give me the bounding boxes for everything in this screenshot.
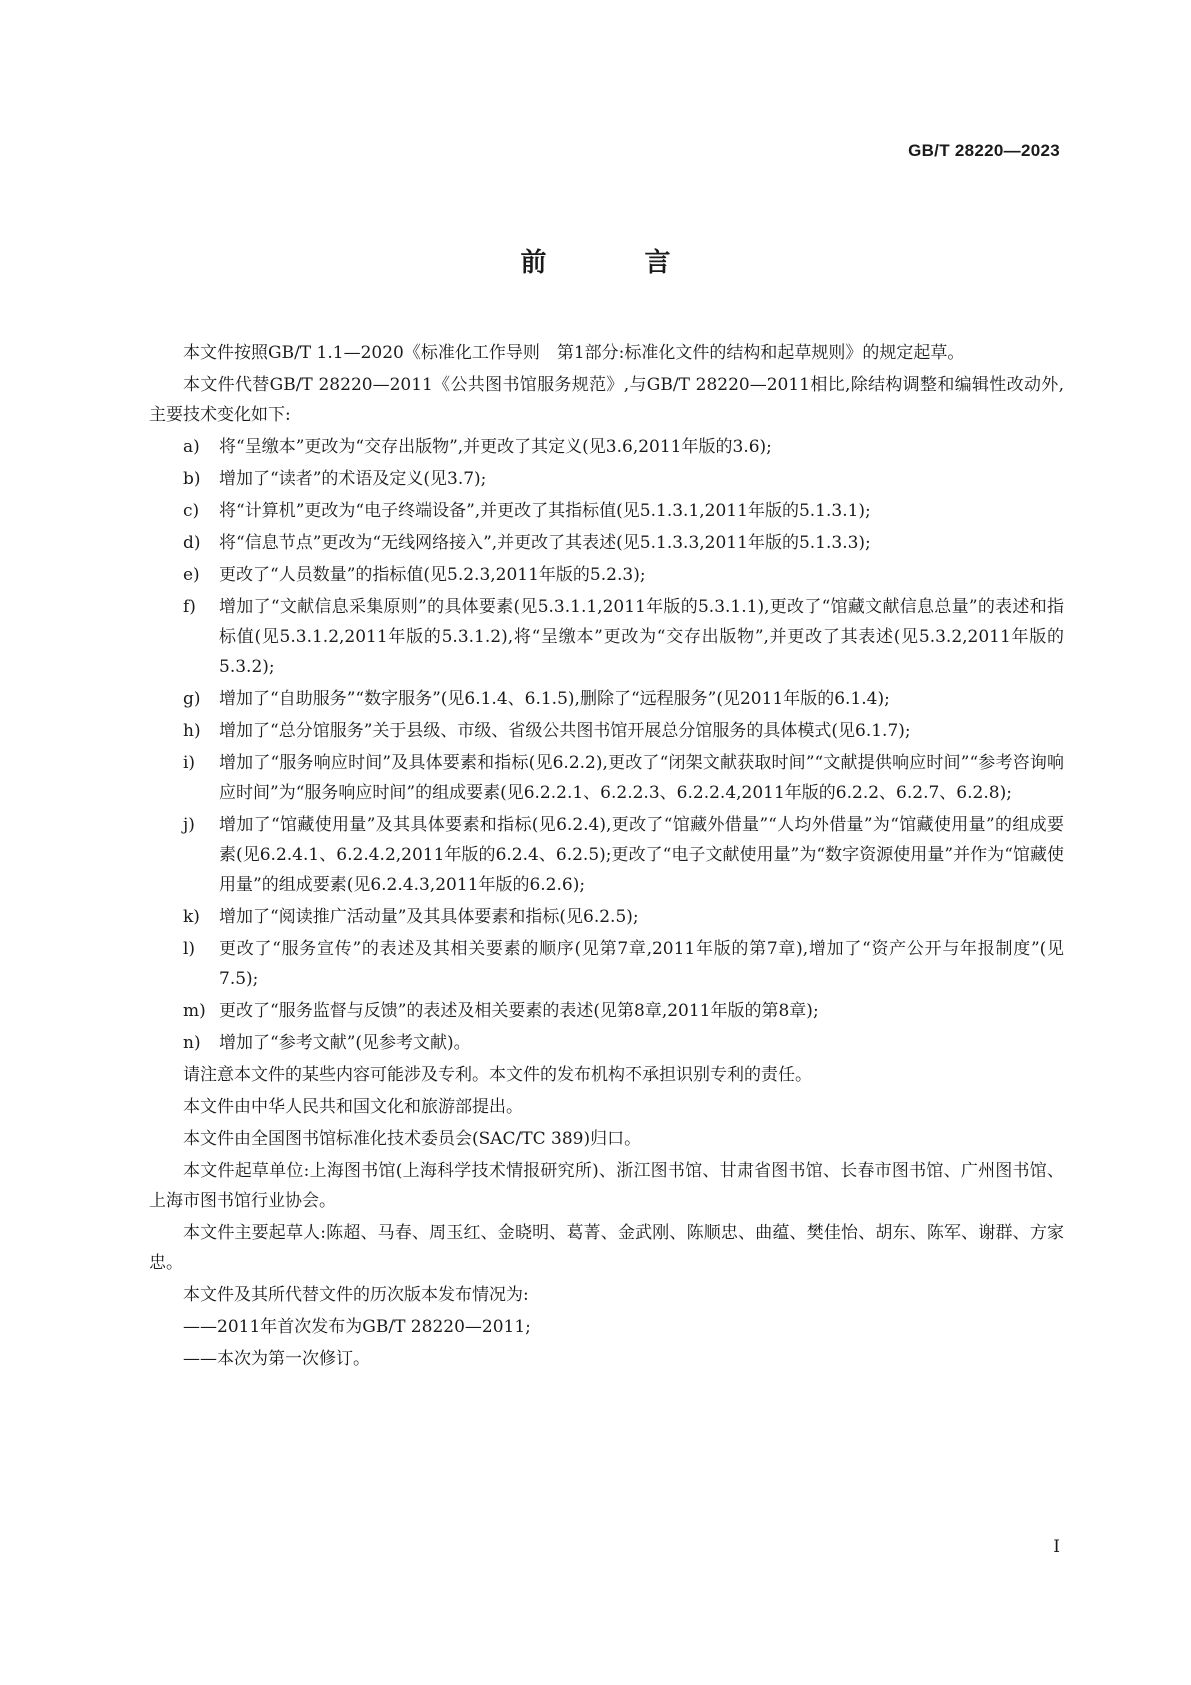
list-item	[149, 996, 1064, 1026]
list-item	[149, 716, 1064, 746]
list-marker: i)	[183, 753, 196, 773]
list-item-text: 将“呈缴本”更改为“交存出版物”,并更改了其定义(见3.6,2011年版的3.6);	[219, 437, 772, 457]
list-item	[149, 496, 1064, 526]
list-item-text: 增加了“自助服务”“数字服务”(见6.1.4、6.1.5),删除了“远程服务”(见2011年版的6.1.4);	[219, 689, 890, 709]
standard-code: GB/T 28220—2023	[908, 141, 1060, 160]
history-item: ——本次为第一次修订。	[183, 1349, 370, 1369]
list-item	[149, 592, 1064, 682]
paragraph: 本文件代替GB/T 28220—2011《公共图书馆服务规范》,与GB/T 28220—2011相比,除结构调整和编辑性改动外,主要技术变化如下:	[149, 375, 1064, 425]
list-marker: n)	[183, 1033, 201, 1053]
list-item	[149, 1028, 1064, 1058]
paragraph: 本文件由全国图书馆标准化技术委员会(SAC/TC 389)归口。	[183, 1129, 642, 1149]
paragraph: 本文件由中华人民共和国文化和旅游部提出。	[183, 1097, 523, 1117]
list-item-text: 增加了“参考文献”(见参考文献)。	[219, 1033, 471, 1053]
list-marker: e)	[183, 565, 200, 585]
list-marker: j)	[183, 815, 195, 835]
list-marker: a)	[183, 437, 200, 457]
list-item	[149, 902, 1064, 932]
list-item	[149, 934, 1064, 994]
list-marker: m)	[183, 1001, 206, 1021]
foreword-body	[149, 338, 1064, 1376]
list-item	[149, 528, 1064, 558]
list-item	[149, 684, 1064, 714]
list-item-text: 增加了“馆藏使用量”及其具体要素和指标(见6.2.4),更改了“馆藏外借量”“人均外借量”为“馆藏使用量”的组成要素(见6.2.4.1、6.2.4.2,2011年版的6.2.4、6.2.5);更改了“电子文献使用量”为“数字资源使用量”并作为“馆藏使用量”的组成要素(见6.2.4.3,2011年版的6.2.6);	[219, 815, 1064, 895]
page-title: 前 言	[520, 248, 707, 278]
list-marker: f)	[183, 597, 196, 617]
list-item-text: 增加了“读者”的术语及定义(见3.7);	[219, 469, 487, 489]
list-marker: c)	[183, 501, 200, 521]
paragraph: 本文件按照GB/T 1.1—2020《标准化工作导则 第1部分:标准化文件的结构和起草规则》的规定起草。	[183, 343, 965, 363]
paragraph: 本文件主要起草人:陈超、马春、周玉红、金晓明、葛菁、金武刚、陈顺忠、曲蕴、樊佳怡、胡东、陈军、谢群、方家忠。	[149, 1223, 1064, 1273]
changes-list	[149, 432, 1064, 1058]
page-number: I	[1053, 1537, 1060, 1557]
list-item-text: 将“信息节点”更改为“无线网络接入”,并更改了其表述(见5.1.3.3,2011年版的5.1.3.3);	[219, 533, 871, 553]
paragraph: 请注意本文件的某些内容可能涉及专利。本文件的发布机构不承担识别专利的责任。	[183, 1065, 812, 1085]
list-marker: d)	[183, 533, 201, 553]
list-item-text: 增加了“服务响应时间”及具体要素和指标(见6.2.2),更改了“闭架文献获取时间”“文献提供响应时间”“参考咨询响应时间”为“服务响应时间”的组成要素(见6.2.2.1、6.2.2.3、6.2.2.4,2011年版的6.2.2、6.2.7、6.2.8);	[219, 753, 1064, 803]
list-marker: g)	[183, 689, 201, 709]
list-item	[149, 560, 1064, 590]
list-item	[149, 810, 1064, 900]
list-item-text: 增加了“文献信息采集原则”的具体要素(见5.3.1.1,2011年版的5.3.1.1),更改了“馆藏文献信息总量”的表述和指标值(见5.3.1.2,2011年版的5.3.1.2),将“呈缴本”更改为“交存出版物”,并更改了其表述(见5.3.2,2011年版的5.3.2);	[219, 597, 1064, 677]
list-item-text: 将“计算机”更改为“电子终端设备”,并更改了其指标值(见5.1.3.1,2011年版的5.1.3.1);	[219, 501, 871, 521]
list-item	[149, 464, 1064, 494]
list-item-text: 更改了“人员数量”的指标值(见5.2.3,2011年版的5.2.3);	[219, 565, 646, 585]
paragraph: 本文件起草单位:上海图书馆(上海科学技术情报研究所)、浙江图书馆、甘肃省图书馆、长春市图书馆、广州图书馆、上海市图书馆行业协会。	[149, 1161, 1064, 1211]
list-marker: l)	[183, 939, 196, 959]
list-marker: k)	[183, 907, 200, 927]
list-item-text: 更改了“服务监督与反馈”的表述及相关要素的表述(见第8章,2011年版的第8章);	[219, 1001, 819, 1021]
list-item-text: 增加了“总分馆服务”关于县级、市级、省级公共图书馆开展总分馆服务的具体模式(见6.1.7);	[219, 721, 911, 741]
list-item	[149, 748, 1064, 808]
paragraph: 本文件及其所代替文件的历次版本发布情况为:	[183, 1285, 529, 1305]
history-item: ——2011年首次发布为GB/T 28220—2011;	[183, 1317, 531, 1337]
list-item	[149, 432, 1064, 462]
list-marker: h)	[183, 721, 201, 741]
list-item-text: 增加了“阅读推广活动量”及其具体要素和指标(见6.2.5);	[219, 907, 639, 927]
list-item-text: 更改了“服务宣传”的表述及其相关要素的顺序(见第7章,2011年版的第7章),增加了“资产公开与年报制度”(见7.5);	[219, 939, 1064, 989]
list-marker: b)	[183, 469, 201, 489]
